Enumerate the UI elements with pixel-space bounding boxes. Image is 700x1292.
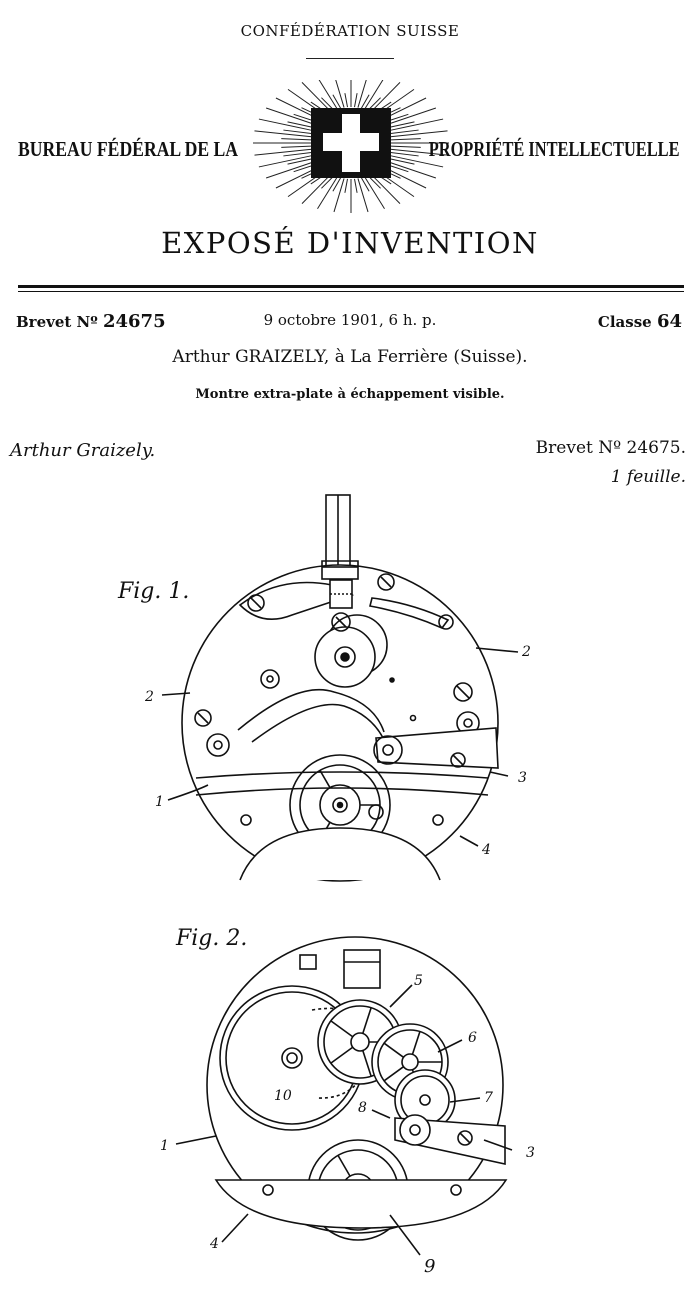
- confederation-heading: CONFÉDÉRATION SUISSE: [240, 22, 460, 40]
- fig2-ref-9: 9: [424, 1256, 436, 1277]
- classe-number: 64: [656, 311, 682, 332]
- fig2-ref-6: 6: [468, 1030, 477, 1046]
- fig1-ref-2-left: 2: [145, 689, 154, 705]
- fig2-ref-8: 8: [358, 1100, 367, 1116]
- sheet-count: 1 feuille.: [610, 467, 686, 487]
- fig2-ref-10: 10: [274, 1088, 292, 1104]
- inventor-line: Arthur GRAIZELY, à La Ferrière (Suisse).: [172, 347, 528, 367]
- fig2-ref-4: 4: [210, 1236, 219, 1252]
- classe-label: Classe: [597, 313, 652, 331]
- invention-subject: Montre extra-plate à échappement visible.: [195, 387, 505, 402]
- fig2-ref-3: 3: [526, 1145, 535, 1161]
- fig2-ref-7: 7: [484, 1090, 493, 1106]
- figure-1-drawing: [162, 495, 518, 881]
- brevet-number-value: 24675: [102, 311, 166, 332]
- author-name: Arthur Graizely.: [10, 440, 156, 461]
- fig1-ref-4: 4: [482, 842, 491, 858]
- patent-date: 9 octobre 1901, 6 h. p.: [263, 311, 437, 329]
- fig2-ref-5: 5: [414, 973, 423, 989]
- fig1-ref-2-right: 2: [522, 644, 531, 660]
- fig2-ref-1: 1: [160, 1138, 169, 1154]
- fig1-ref-1: 1: [155, 794, 164, 810]
- brevet-reference: Brevet Nº 24675.: [535, 438, 686, 458]
- bureau-label-right: PROPRIÉTÉ INTELLECTUELLE: [429, 137, 680, 161]
- fig1-ref-3: 3: [518, 770, 527, 786]
- document-title: EXPOSÉ D'INVENTION: [161, 226, 539, 260]
- figure-1-label: Fig. 1.: [118, 579, 190, 604]
- figure-2-drawing: [176, 937, 512, 1255]
- figure-2-label: Fig. 2.: [176, 926, 248, 951]
- brevet-prefix: Brevet Nº: [16, 313, 98, 331]
- bureau-label-left: BUREAU FÉDÉRAL DE LA: [18, 137, 239, 161]
